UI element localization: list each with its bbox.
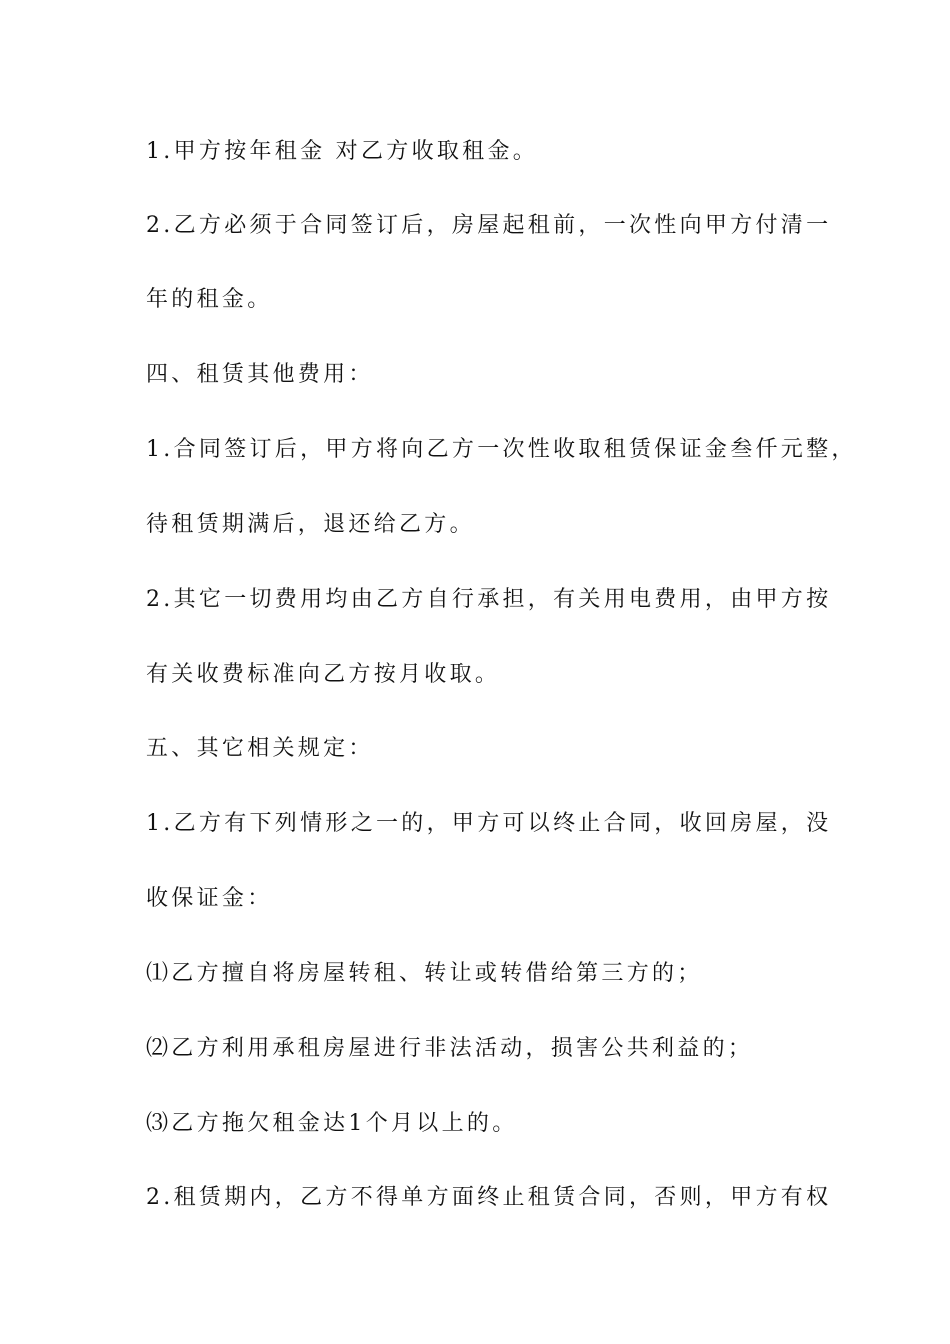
clause-rent-collection: 1.甲方按年租金 对乙方收取租金。 <box>146 139 539 164</box>
termination-item-2: ⑵乙方利用承租房屋进行非法活动，损害公共利益的； <box>146 1036 754 1061</box>
clause-rent-payment: 2.乙方必须于合同签订后，房屋起租前，一次性向甲方付清一 <box>146 213 832 238</box>
clause-other-fees-continued: 有关收费标准向乙方按月收取。 <box>146 662 501 687</box>
section-heading-other-provisions: 五、其它相关规定： <box>146 736 374 761</box>
clause-no-unilateral-termination: 2.租赁期内，乙方不得单方面终止租赁合同，否则，甲方有权 <box>146 1185 832 1210</box>
clause-rent-payment-continued: 年的租金。 <box>146 287 273 312</box>
clause-deposit-continued: 待租赁期满后，退还给乙方。 <box>146 512 475 537</box>
termination-item-1: ⑴乙方擅自将房屋转租、转让或转借给第三方的； <box>146 961 703 986</box>
clause-deposit: 1.合同签订后，甲方将向乙方一次性收取租赁保证金叁仟元整， <box>146 437 857 462</box>
clause-termination: 1.乙方有下列情形之一的，甲方可以终止合同，收回房屋，没 <box>146 811 832 836</box>
section-heading-other-fees: 四、租赁其他费用： <box>146 362 374 387</box>
clause-other-fees: 2.其它一切费用均由乙方自行承担，有关用电费用，由甲方按 <box>146 587 832 612</box>
clause-termination-continued: 收保证金： <box>146 886 273 911</box>
termination-item-3: ⑶乙方拖欠租金达1个月以上的。 <box>146 1111 518 1136</box>
